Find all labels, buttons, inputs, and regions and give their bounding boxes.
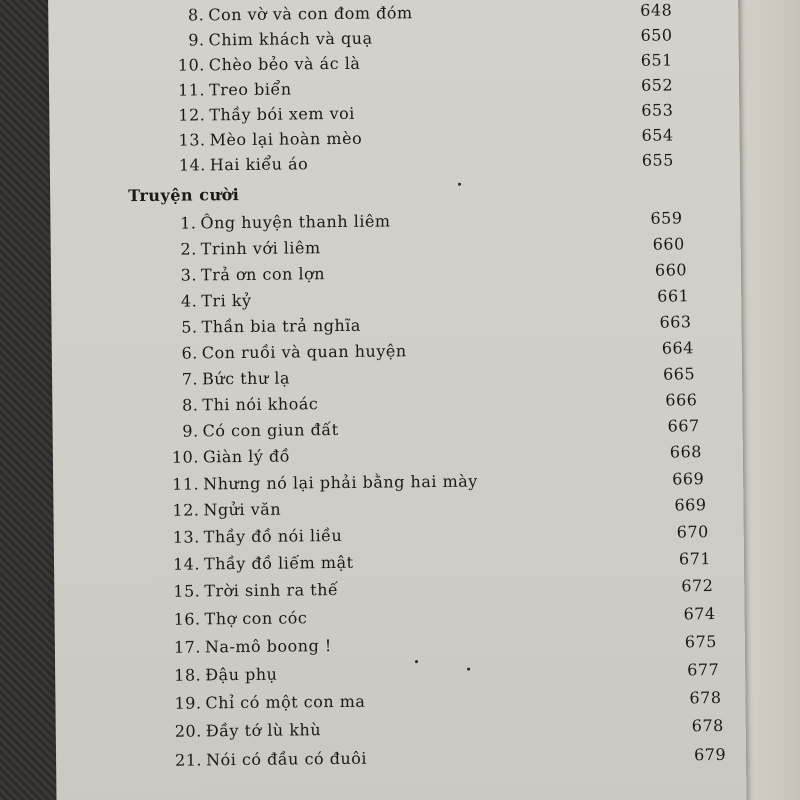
entry-title: Bức thư lạ xyxy=(201,368,291,389)
entry-title: Ngửi văn xyxy=(203,499,282,520)
ink-speck xyxy=(48,600,51,603)
entry-page-number: 660 xyxy=(652,234,685,254)
entry-number: 12. xyxy=(178,105,206,125)
entry-title: Thầy đồ liếm mật xyxy=(203,552,354,574)
entry-page-number: 653 xyxy=(641,100,674,120)
entry-title: Chim khách và quạ xyxy=(208,28,373,50)
entry-number: 11. xyxy=(178,80,206,100)
entry-page-number: 674 xyxy=(683,604,716,624)
ink-speck xyxy=(467,668,470,671)
entry-number: 13. xyxy=(178,130,206,150)
entry-page-number: 665 xyxy=(662,364,696,384)
toc-entry xyxy=(56,745,746,778)
entry-title: Thầy bói xem voi xyxy=(209,103,355,125)
entry-number: 17. xyxy=(173,637,201,657)
entry-number: 1. xyxy=(180,213,197,233)
entry-title: Giàn lý đồ xyxy=(202,446,291,467)
entry-title: Mèo lại hoàn mèo xyxy=(209,128,363,150)
entry-title: Con vờ và con đom đóm xyxy=(208,3,413,25)
entry-number: 4. xyxy=(180,291,198,311)
entry-page-number: 671 xyxy=(678,549,712,569)
entry-title: Thần bia trả nghĩa xyxy=(201,315,362,337)
entry-number: 8. xyxy=(181,395,199,415)
entry-title: Na-mô boong ! xyxy=(204,636,332,657)
entry-page-number: 667 xyxy=(667,416,700,436)
entry-page-number: 677 xyxy=(687,660,720,680)
entry-number: 8. xyxy=(187,5,205,25)
entry-title: Thầy đồ nói liều xyxy=(203,525,343,547)
entry-title: Tri kỷ xyxy=(201,290,252,311)
entry-number: 11. xyxy=(172,474,200,494)
entry-page-number: 659 xyxy=(650,208,683,228)
entry-title: Trinh với liêm xyxy=(200,238,321,259)
entry-title: Có con giun đất xyxy=(202,419,339,441)
entry-page-number: 651 xyxy=(640,50,673,70)
entry-number: 9. xyxy=(188,30,205,50)
entry-page-number: 650 xyxy=(640,25,673,45)
entry-number: 5. xyxy=(181,317,198,337)
table-of-contents xyxy=(48,0,747,800)
entry-page-number: 678 xyxy=(689,687,722,708)
entry-title: Trời sinh ra thế xyxy=(204,579,339,601)
entry-page-number: 654 xyxy=(641,125,674,145)
entry-page-number: 679 xyxy=(693,744,727,765)
entry-page-number: 660 xyxy=(654,260,688,280)
entry-title: Con ruồi và quan huyện xyxy=(201,341,407,363)
entry-number: 12. xyxy=(172,500,200,520)
entry-page-number: 666 xyxy=(665,390,698,410)
entry-page-number: 669 xyxy=(672,469,705,489)
entry-page-number: 670 xyxy=(676,522,709,542)
book-page xyxy=(48,0,747,800)
entry-number: 19. xyxy=(174,693,202,713)
entry-number: 16. xyxy=(173,609,201,629)
entry-number: 13. xyxy=(172,527,200,547)
toc-entry xyxy=(56,716,746,749)
entry-title: Nhưng nó lại phải bằng hai mày xyxy=(203,471,478,494)
entry-page-number: 661 xyxy=(657,286,690,306)
entry-number: 21. xyxy=(175,750,203,770)
entry-number: 6. xyxy=(181,343,198,363)
entry-page-number: 648 xyxy=(640,0,673,20)
entry-title: Chỉ có một con ma xyxy=(205,691,366,713)
entry-title: Trả ơn con lợn xyxy=(200,264,326,285)
entry-number: 18. xyxy=(174,665,202,685)
entry-page-number: 678 xyxy=(691,715,724,736)
entry-page-number: 668 xyxy=(669,442,703,462)
entry-title: Treo biển xyxy=(208,79,292,100)
entry-page-number: 664 xyxy=(661,338,694,358)
entry-page-number: 663 xyxy=(659,312,692,332)
entry-number: 10. xyxy=(177,55,205,75)
entry-page-number: 655 xyxy=(641,150,674,170)
entry-number: 10. xyxy=(171,447,199,467)
ink-speck xyxy=(458,183,461,186)
entry-number: 14. xyxy=(172,554,201,574)
section-heading: Truyện cười xyxy=(128,185,240,206)
entry-number: 3. xyxy=(180,265,198,285)
entry-title: Nói có đầu có đuôi xyxy=(205,748,368,770)
entry-number: 15. xyxy=(173,581,201,601)
entry-page-number: 672 xyxy=(681,576,714,596)
entry-title: Đầy tớ lù khù xyxy=(205,720,322,741)
ink-speck xyxy=(415,660,418,663)
entry-number: 14. xyxy=(178,155,206,175)
entry-title: Chèo bẻo và ác là xyxy=(208,53,361,75)
entry-number: 2. xyxy=(180,239,197,259)
entry-number: 7. xyxy=(181,369,199,389)
entry-title: Hai kiểu áo xyxy=(209,154,309,175)
entry-title: Ông huyện thanh liêm xyxy=(200,211,391,233)
entry-page-number: 669 xyxy=(674,495,707,515)
entry-page-number: 652 xyxy=(640,75,674,95)
entry-title: Đậu phụ xyxy=(205,664,278,685)
entry-number: 9. xyxy=(182,421,199,441)
entry-title: Thợ con cóc xyxy=(204,608,308,629)
entry-number: 20. xyxy=(174,721,202,741)
entry-title: Thi nói khoác xyxy=(202,394,319,415)
entry-page-number: 675 xyxy=(684,632,718,652)
